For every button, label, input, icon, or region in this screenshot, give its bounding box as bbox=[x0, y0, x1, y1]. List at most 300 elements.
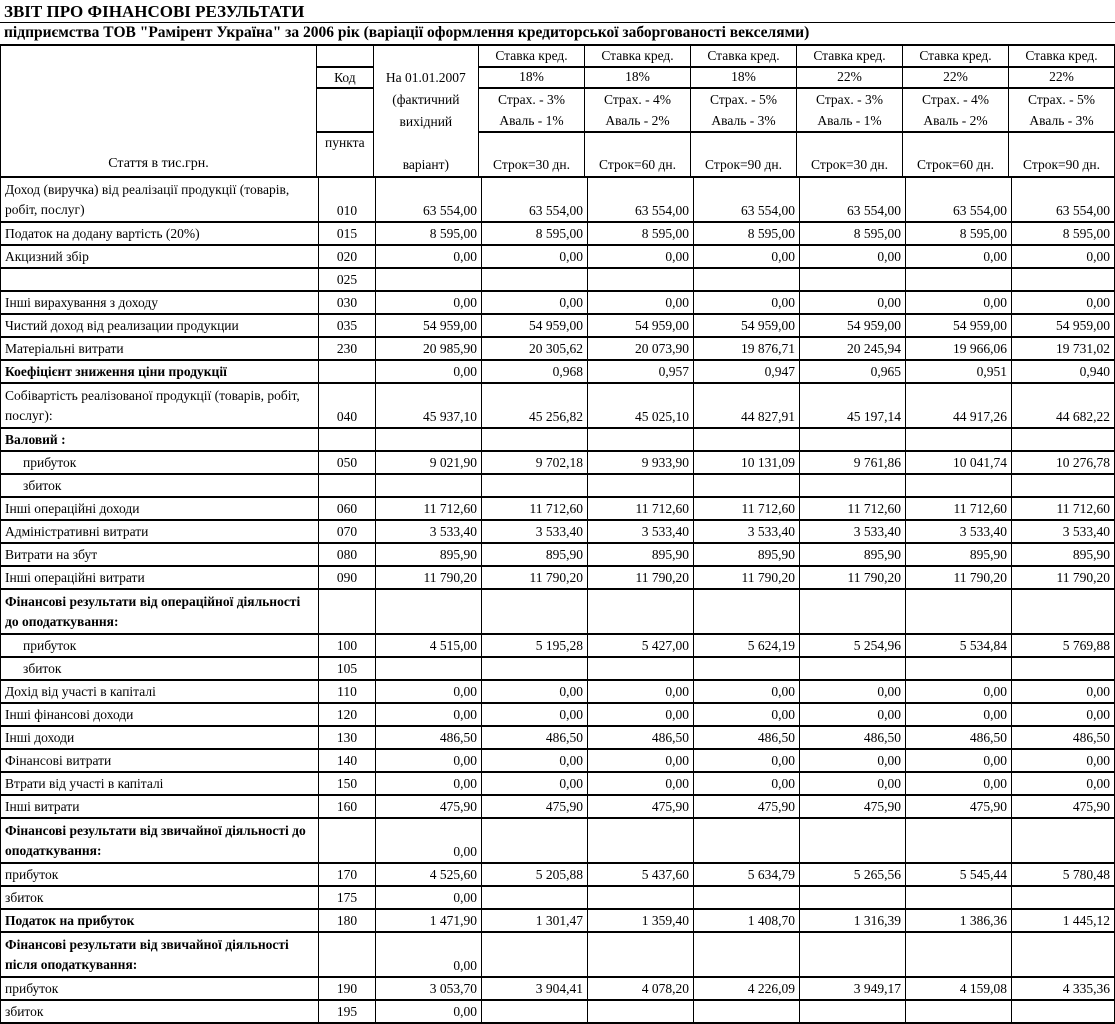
value-cell: 9 702,18 bbox=[482, 452, 588, 473]
value-cell: 19 966,06 bbox=[906, 338, 1012, 359]
row-code: 105 bbox=[319, 658, 376, 679]
value-cell bbox=[694, 1001, 800, 1022]
value-cell: 895,90 bbox=[482, 544, 588, 565]
row-label: Доход (виручка) від реалізації продукції (товарів, робіт, послуг) bbox=[1, 178, 319, 221]
value-cell: 63 554,00 bbox=[906, 178, 1012, 221]
value-cell: 45 256,82 bbox=[482, 384, 588, 427]
credit-title: Ставка кред. bbox=[479, 46, 584, 68]
value-cell: 1 301,47 bbox=[482, 910, 588, 931]
value-cell: 54 959,00 bbox=[906, 315, 1012, 336]
header-credit-column bbox=[585, 46, 691, 176]
value-cell bbox=[800, 887, 906, 908]
credit-rate: 22% bbox=[797, 68, 902, 90]
value-cell: 0,00 bbox=[588, 750, 694, 771]
value-cell: 486,50 bbox=[588, 727, 694, 748]
table-row bbox=[1, 796, 1115, 819]
table-row bbox=[1, 590, 1115, 635]
value-cell: 475,90 bbox=[1012, 796, 1115, 817]
value-cell bbox=[588, 887, 694, 908]
value-cell: 45 197,14 bbox=[800, 384, 906, 427]
value-cell: 0,00 bbox=[1012, 750, 1115, 771]
value-cell: 1 408,70 bbox=[694, 910, 800, 931]
credit-aval: Аваль - 1% bbox=[499, 113, 564, 128]
value-cell bbox=[482, 933, 588, 976]
value-cell: 0,00 bbox=[588, 246, 694, 267]
value-cell: 3 949,17 bbox=[800, 978, 906, 999]
value-cell: 4 515,00 bbox=[376, 635, 482, 656]
header-article-cell bbox=[1, 46, 317, 176]
value-cell: 5 634,79 bbox=[694, 864, 800, 885]
value-cell bbox=[1012, 933, 1115, 976]
report-table bbox=[0, 44, 1115, 1024]
value-cell bbox=[906, 475, 1012, 496]
value-cell: 10 131,09 bbox=[694, 452, 800, 473]
row-label: прибуток bbox=[1, 452, 319, 473]
value-cell: 1 445,12 bbox=[1012, 910, 1115, 931]
value-cell: 20 305,62 bbox=[482, 338, 588, 359]
value-cell: 475,90 bbox=[482, 796, 588, 817]
row-label: Дохід від участі в капіталі bbox=[1, 681, 319, 702]
table-row bbox=[1, 681, 1115, 704]
row-code: 190 bbox=[319, 978, 376, 999]
row-label: Фінансові результати від звичайної діяльності після оподаткування: bbox=[1, 933, 319, 976]
value-cell bbox=[800, 475, 906, 496]
value-cell: 11 790,20 bbox=[694, 567, 800, 588]
row-code: 140 bbox=[319, 750, 376, 771]
value-cell: 0,00 bbox=[482, 246, 588, 267]
value-cell bbox=[482, 475, 588, 496]
row-label: Коефіцієнт зниження ціни продукції bbox=[1, 361, 319, 382]
value-cell bbox=[1012, 887, 1115, 908]
value-cell: 5 195,28 bbox=[482, 635, 588, 656]
row-label: Інші операційні доходи bbox=[1, 498, 319, 519]
credit-term: Строк=30 дн. bbox=[493, 156, 570, 172]
value-cell: 0,947 bbox=[694, 361, 800, 382]
credit-title: Ставка кред. bbox=[691, 46, 796, 68]
value-cell bbox=[800, 590, 906, 633]
value-cell: 475,90 bbox=[906, 796, 1012, 817]
header-article-label: Стаття в тис.грн. bbox=[108, 156, 209, 171]
row-label: Фінансові результати від звичайної діяльності до оподаткування: bbox=[1, 819, 319, 862]
value-cell bbox=[800, 933, 906, 976]
credit-insurance: Страх. - 3% bbox=[498, 92, 566, 107]
row-code: 160 bbox=[319, 796, 376, 817]
value-cell: 486,50 bbox=[800, 727, 906, 748]
value-cell: 0,00 bbox=[376, 1001, 482, 1022]
row-label bbox=[1, 269, 319, 290]
row-code: 110 bbox=[319, 681, 376, 702]
credit-aval: Аваль - 2% bbox=[605, 113, 670, 128]
row-code: 130 bbox=[319, 727, 376, 748]
value-cell: 3 904,41 bbox=[482, 978, 588, 999]
value-cell: 0,00 bbox=[800, 681, 906, 702]
value-cell: 4 335,36 bbox=[1012, 978, 1115, 999]
value-cell: 11 712,60 bbox=[800, 498, 906, 519]
header-base-line bbox=[374, 133, 478, 154]
header-base-line: (фактичний bbox=[392, 92, 460, 107]
header-credit-column bbox=[903, 46, 1009, 176]
value-cell: 63 554,00 bbox=[1012, 178, 1115, 221]
value-cell: 0,00 bbox=[1012, 292, 1115, 313]
credit-terms bbox=[585, 89, 690, 133]
value-cell: 45 937,10 bbox=[376, 384, 482, 427]
value-cell: 11 790,20 bbox=[482, 567, 588, 588]
value-cell: 1 471,90 bbox=[376, 910, 482, 931]
value-cell bbox=[588, 658, 694, 679]
value-cell: 0,00 bbox=[376, 819, 482, 862]
header-credit-column bbox=[691, 46, 797, 176]
row-label: збиток bbox=[1, 1001, 319, 1022]
credit-insurance: Страх. - 5% bbox=[710, 92, 778, 107]
value-cell: 475,90 bbox=[800, 796, 906, 817]
value-cell: 5 205,88 bbox=[482, 864, 588, 885]
value-cell: 0,00 bbox=[694, 681, 800, 702]
value-cell: 9 021,90 bbox=[376, 452, 482, 473]
value-cell: 0,00 bbox=[376, 704, 482, 725]
header-code-sublabel: пункта bbox=[325, 134, 365, 150]
credit-aval: Аваль - 3% bbox=[1029, 113, 1094, 128]
row-label: Інші операційні витрати bbox=[1, 567, 319, 588]
value-cell: 3 533,40 bbox=[906, 521, 1012, 542]
row-code: 175 bbox=[319, 887, 376, 908]
value-cell bbox=[376, 429, 482, 450]
value-cell: 3 533,40 bbox=[800, 521, 906, 542]
value-cell bbox=[906, 887, 1012, 908]
value-cell: 8 595,00 bbox=[376, 223, 482, 244]
value-cell: 0,00 bbox=[906, 292, 1012, 313]
row-code: 050 bbox=[319, 452, 376, 473]
row-label: Собівартість реалізованої продукції (товарів, робіт, послуг): bbox=[1, 384, 319, 427]
table-row bbox=[1, 315, 1115, 338]
header-credit-column bbox=[479, 46, 585, 176]
value-cell bbox=[694, 590, 800, 633]
value-cell: 0,951 bbox=[906, 361, 1012, 382]
value-cell: 0,00 bbox=[376, 361, 482, 382]
value-cell: 9 933,90 bbox=[588, 452, 694, 473]
table-row bbox=[1, 887, 1115, 910]
value-cell: 54 959,00 bbox=[800, 315, 906, 336]
header-credit-columns bbox=[479, 46, 1115, 176]
credit-terms bbox=[1009, 89, 1114, 133]
row-label: Інші витрати bbox=[1, 796, 319, 817]
header-code-column bbox=[317, 46, 374, 176]
credit-insurance: Страх. - 4% bbox=[604, 92, 672, 107]
credit-terms bbox=[479, 89, 584, 133]
value-cell: 0,00 bbox=[482, 750, 588, 771]
value-cell: 0,00 bbox=[588, 292, 694, 313]
value-cell: 11 712,60 bbox=[1012, 498, 1115, 519]
value-cell: 63 554,00 bbox=[588, 178, 694, 221]
credit-aval: Аваль - 3% bbox=[711, 113, 776, 128]
value-cell: 3 533,40 bbox=[588, 521, 694, 542]
row-code: 195 bbox=[319, 1001, 376, 1022]
credit-term: Строк=90 дн. bbox=[1023, 156, 1100, 172]
row-code: 150 bbox=[319, 773, 376, 794]
row-code: 070 bbox=[319, 521, 376, 542]
table-row bbox=[1, 544, 1115, 567]
value-cell: 63 554,00 bbox=[482, 178, 588, 221]
value-cell: 895,90 bbox=[800, 544, 906, 565]
value-cell: 11 712,60 bbox=[482, 498, 588, 519]
row-code: 080 bbox=[319, 544, 376, 565]
value-cell: 0,00 bbox=[376, 750, 482, 771]
value-cell: 486,50 bbox=[376, 727, 482, 748]
header-base-line bbox=[374, 46, 478, 67]
value-cell: 11 790,20 bbox=[1012, 567, 1115, 588]
row-label: Чистий доход від реализации продукции bbox=[1, 315, 319, 336]
value-cell: 9 761,86 bbox=[800, 452, 906, 473]
credit-terms bbox=[691, 89, 796, 133]
value-cell bbox=[800, 429, 906, 450]
value-cell: 4 159,08 bbox=[906, 978, 1012, 999]
table-row bbox=[1, 452, 1115, 475]
value-cell: 3 533,40 bbox=[482, 521, 588, 542]
credit-terms bbox=[797, 89, 902, 133]
row-label: Валовий : bbox=[1, 429, 319, 450]
value-cell bbox=[482, 658, 588, 679]
value-cell bbox=[694, 658, 800, 679]
credit-title: Ставка кред. bbox=[797, 46, 902, 68]
value-cell: 0,00 bbox=[694, 246, 800, 267]
value-cell: 0,00 bbox=[1012, 704, 1115, 725]
header-base-line: вихідний bbox=[399, 114, 453, 129]
value-cell bbox=[482, 269, 588, 290]
credit-rate: 18% bbox=[585, 68, 690, 90]
value-cell: 0,00 bbox=[482, 681, 588, 702]
credit-term: Строк=60 дн. bbox=[917, 156, 994, 172]
value-cell bbox=[588, 590, 694, 633]
value-cell: 475,90 bbox=[694, 796, 800, 817]
value-cell: 3 533,40 bbox=[1012, 521, 1115, 542]
credit-title: Ставка кред. bbox=[585, 46, 690, 68]
header-credit-column bbox=[1009, 46, 1115, 176]
table-body bbox=[1, 178, 1115, 1024]
value-cell: 0,00 bbox=[906, 773, 1012, 794]
value-cell bbox=[694, 819, 800, 862]
table-row bbox=[1, 910, 1115, 933]
value-cell: 0,968 bbox=[482, 361, 588, 382]
table-row bbox=[1, 635, 1115, 658]
value-cell bbox=[694, 933, 800, 976]
credit-insurance: Страх. - 3% bbox=[816, 92, 884, 107]
value-cell: 1 316,39 bbox=[800, 910, 906, 931]
value-cell: 54 959,00 bbox=[694, 315, 800, 336]
table-row bbox=[1, 269, 1115, 292]
table-row bbox=[1, 223, 1115, 246]
value-cell: 0,957 bbox=[588, 361, 694, 382]
credit-aval: Аваль - 2% bbox=[923, 113, 988, 128]
value-cell: 0,00 bbox=[694, 704, 800, 725]
value-cell: 0,00 bbox=[482, 704, 588, 725]
credit-term: Строк=60 дн. bbox=[599, 156, 676, 172]
table-header bbox=[1, 46, 1115, 178]
value-cell bbox=[800, 269, 906, 290]
value-cell bbox=[482, 1001, 588, 1022]
value-cell: 5 437,60 bbox=[588, 864, 694, 885]
value-cell: 895,90 bbox=[1012, 544, 1115, 565]
row-code: 015 bbox=[319, 223, 376, 244]
value-cell: 10 041,74 bbox=[906, 452, 1012, 473]
value-cell: 0,00 bbox=[906, 704, 1012, 725]
row-code: 060 bbox=[319, 498, 376, 519]
value-cell: 5 780,48 bbox=[1012, 864, 1115, 885]
value-cell bbox=[906, 933, 1012, 976]
credit-terms bbox=[903, 89, 1008, 133]
value-cell bbox=[588, 429, 694, 450]
row-label: збиток bbox=[1, 658, 319, 679]
value-cell bbox=[1012, 429, 1115, 450]
table-row bbox=[1, 1001, 1115, 1024]
row-label: Витрати на збут bbox=[1, 544, 319, 565]
row-code: 030 bbox=[319, 292, 376, 313]
table-row bbox=[1, 178, 1115, 223]
row-label: Податок на додану вартість (20%) bbox=[1, 223, 319, 244]
table-row bbox=[1, 864, 1115, 887]
value-cell: 0,00 bbox=[376, 887, 482, 908]
value-cell: 0,00 bbox=[1012, 246, 1115, 267]
value-cell: 5 534,84 bbox=[906, 635, 1012, 656]
value-cell: 0,00 bbox=[906, 246, 1012, 267]
value-cell: 63 554,00 bbox=[800, 178, 906, 221]
header-base-line: варіант) bbox=[402, 157, 449, 172]
value-cell bbox=[906, 269, 1012, 290]
value-cell bbox=[1012, 658, 1115, 679]
value-cell bbox=[588, 269, 694, 290]
value-cell bbox=[1012, 475, 1115, 496]
value-cell: 8 595,00 bbox=[800, 223, 906, 244]
value-cell: 44 827,91 bbox=[694, 384, 800, 427]
table-row bbox=[1, 978, 1115, 1001]
value-cell: 54 959,00 bbox=[376, 315, 482, 336]
value-cell bbox=[588, 819, 694, 862]
value-cell: 0,00 bbox=[906, 750, 1012, 771]
row-label: Фінансові результати від операційної діяльності до оподаткування: bbox=[1, 590, 319, 633]
header-base-column bbox=[374, 46, 479, 176]
value-cell: 0,00 bbox=[482, 773, 588, 794]
credit-insurance: Страх. - 5% bbox=[1028, 92, 1096, 107]
value-cell: 0,00 bbox=[588, 681, 694, 702]
value-cell: 486,50 bbox=[482, 727, 588, 748]
table-row bbox=[1, 429, 1115, 452]
value-cell: 11 712,60 bbox=[694, 498, 800, 519]
value-cell bbox=[376, 658, 482, 679]
value-cell: 5 265,56 bbox=[800, 864, 906, 885]
row-code bbox=[319, 590, 376, 633]
value-cell: 44 917,26 bbox=[906, 384, 1012, 427]
table-row bbox=[1, 498, 1115, 521]
table-row bbox=[1, 933, 1115, 978]
value-cell: 11 712,60 bbox=[906, 498, 1012, 519]
value-cell: 11 790,20 bbox=[588, 567, 694, 588]
value-cell bbox=[906, 429, 1012, 450]
value-cell: 0,00 bbox=[906, 681, 1012, 702]
value-cell: 54 959,00 bbox=[1012, 315, 1115, 336]
value-cell: 475,90 bbox=[376, 796, 482, 817]
row-code: 170 bbox=[319, 864, 376, 885]
row-code: 035 bbox=[319, 315, 376, 336]
table-row bbox=[1, 361, 1115, 384]
row-label: Інші вирахування з доходу bbox=[1, 292, 319, 313]
row-label: Інші доходи bbox=[1, 727, 319, 748]
value-cell: 0,00 bbox=[588, 704, 694, 725]
row-code: 025 bbox=[319, 269, 376, 290]
row-code: 100 bbox=[319, 635, 376, 656]
value-cell bbox=[694, 887, 800, 908]
value-cell: 5 254,96 bbox=[800, 635, 906, 656]
credit-term: Строк=90 дн. bbox=[705, 156, 782, 172]
value-cell: 63 554,00 bbox=[376, 178, 482, 221]
value-cell bbox=[1012, 819, 1115, 862]
value-cell: 0,00 bbox=[800, 704, 906, 725]
value-cell bbox=[588, 933, 694, 976]
credit-rate: 18% bbox=[691, 68, 796, 90]
value-cell: 0,940 bbox=[1012, 361, 1115, 382]
value-cell bbox=[482, 819, 588, 862]
report-title: ЗВІТ ПРО ФІНАНСОВІ РЕЗУЛЬТАТИ bbox=[0, 0, 1115, 23]
credit-rate: 18% bbox=[479, 68, 584, 90]
value-cell bbox=[376, 475, 482, 496]
value-cell bbox=[906, 658, 1012, 679]
value-cell: 486,50 bbox=[1012, 727, 1115, 748]
table-row bbox=[1, 521, 1115, 544]
value-cell: 10 276,78 bbox=[1012, 452, 1115, 473]
value-cell: 0,00 bbox=[1012, 773, 1115, 794]
table-row bbox=[1, 338, 1115, 361]
value-cell: 11 790,20 bbox=[800, 567, 906, 588]
value-cell bbox=[588, 1001, 694, 1022]
value-cell bbox=[1012, 590, 1115, 633]
value-cell: 20 073,90 bbox=[588, 338, 694, 359]
value-cell: 4 226,09 bbox=[694, 978, 800, 999]
value-cell: 486,50 bbox=[906, 727, 1012, 748]
value-cell: 5 545,44 bbox=[906, 864, 1012, 885]
row-label: Адміністративні витрати bbox=[1, 521, 319, 542]
value-cell: 1 359,40 bbox=[588, 910, 694, 931]
value-cell: 0,00 bbox=[800, 292, 906, 313]
header-code-spacer-mid bbox=[317, 89, 373, 132]
value-cell: 486,50 bbox=[694, 727, 800, 748]
value-cell: 5 769,88 bbox=[1012, 635, 1115, 656]
table-row bbox=[1, 246, 1115, 269]
value-cell: 0,00 bbox=[376, 773, 482, 794]
row-label: прибуток bbox=[1, 864, 319, 885]
value-cell bbox=[906, 1001, 1012, 1022]
row-label: прибуток bbox=[1, 635, 319, 656]
row-label: Фінансові витрати bbox=[1, 750, 319, 771]
table-row bbox=[1, 384, 1115, 429]
value-cell: 0,00 bbox=[694, 773, 800, 794]
table-row bbox=[1, 704, 1115, 727]
value-cell bbox=[376, 590, 482, 633]
credit-insurance: Страх. - 4% bbox=[922, 92, 990, 107]
table-row bbox=[1, 773, 1115, 796]
table-row bbox=[1, 567, 1115, 590]
value-cell bbox=[906, 590, 1012, 633]
value-cell: 8 595,00 bbox=[482, 223, 588, 244]
row-code: 020 bbox=[319, 246, 376, 267]
value-cell bbox=[376, 269, 482, 290]
row-label: збиток bbox=[1, 475, 319, 496]
row-code bbox=[319, 429, 376, 450]
row-code: 230 bbox=[319, 338, 376, 359]
value-cell bbox=[800, 819, 906, 862]
value-cell: 11 790,20 bbox=[376, 567, 482, 588]
header-code-label: Код bbox=[317, 68, 373, 90]
row-code bbox=[319, 475, 376, 496]
value-cell: 63 554,00 bbox=[694, 178, 800, 221]
value-cell: 19 731,02 bbox=[1012, 338, 1115, 359]
value-cell: 0,965 bbox=[800, 361, 906, 382]
